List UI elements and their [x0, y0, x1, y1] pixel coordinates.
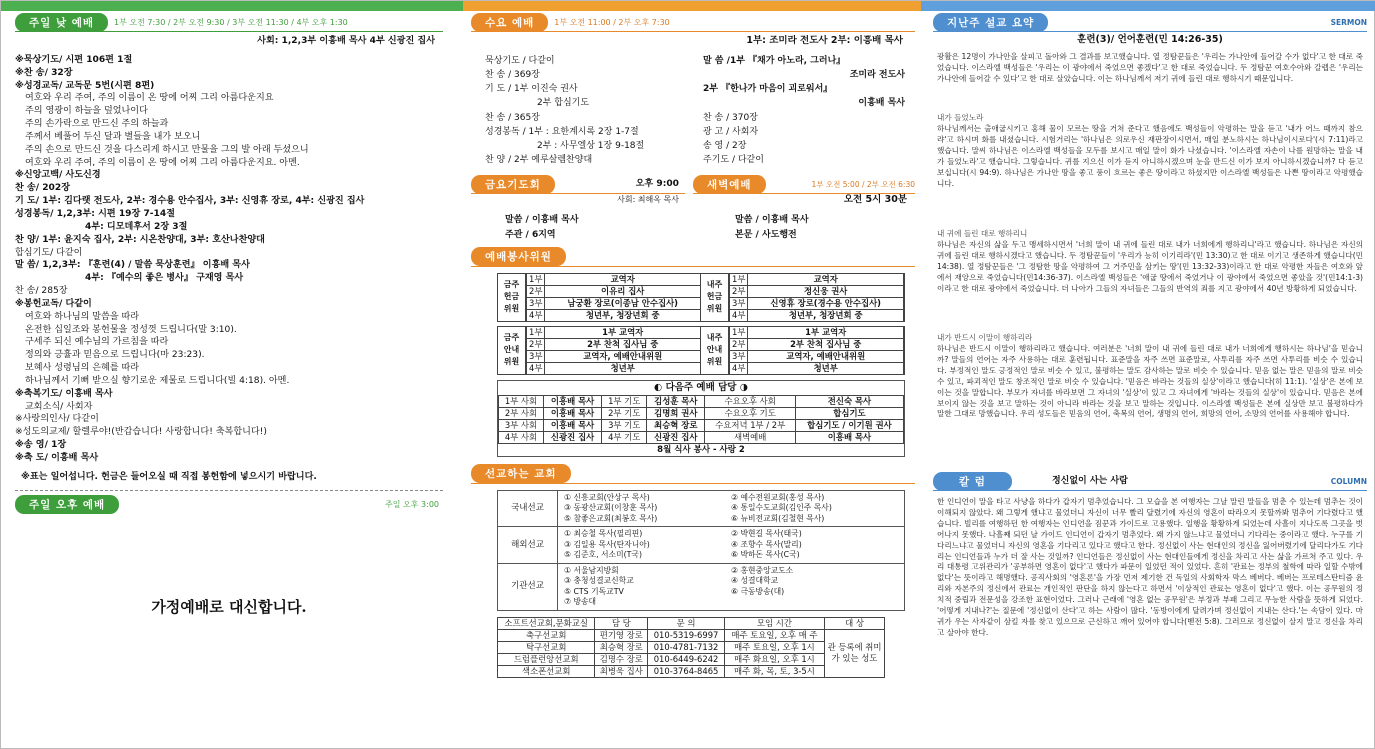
volunteer-name: 2부 찬척 집사님 중 — [545, 338, 701, 350]
sunday-afternoon-time: 주일 오후 3:00 — [385, 499, 439, 509]
green-stripe — [1, 1, 463, 11]
wednesday-right-line: 광 고 / 사회자 — [703, 126, 759, 137]
volunteer-name: 신영휴 장로(경수용 안수집사) — [748, 297, 904, 309]
mission-item: ⑤ 참좋은교회(최봉호 목사) — [564, 513, 658, 523]
dawn-time: 1부 오전 5:00 / 2부 오전 6:30 — [811, 179, 915, 189]
mission-item: ① 최승철 목사(필리핀) — [564, 529, 643, 539]
mission-item: ③ 김일용 목사(탄자니아) — [564, 539, 650, 549]
volunteers-header — [471, 248, 915, 267]
next-week-table — [498, 395, 904, 444]
volunteer-part: 3부 — [527, 350, 545, 362]
sermon-title: 지난주 설교 요약 — [933, 13, 1048, 32]
sunday-morning-header — [15, 13, 443, 32]
mission-items — [558, 564, 904, 610]
mission-item: ⑦ 방송대 — [564, 597, 597, 607]
mission-item: ⑥ 극동방송(대) — [731, 586, 785, 596]
mission-item: ② 홍현중앙교도소 — [731, 565, 794, 575]
volunteer-label: 내주 헌금 위원 — [701, 274, 729, 321]
next-week-cell: 합심기도 — [795, 407, 903, 419]
offering-notice: ※표는 일어섭니다. 헌금은 들어오실 때 직접 봉헌함에 넣으시기 바랍니다. — [21, 471, 317, 482]
mission-table-cell: 색소폰선교회 — [498, 665, 595, 677]
wednesday-title: 수요 예배 — [471, 13, 548, 32]
dawn-line: 말씀 / 이흥배 목사 — [735, 215, 809, 226]
mission-target: 관 등록에 취미가 있는 성도 — [825, 629, 885, 677]
worship-line: 찬 송/ 285장 — [15, 286, 68, 297]
volunteer-part: 1부 — [527, 326, 545, 338]
volunteer-name: 교역자 — [748, 273, 904, 285]
volunteer-part: 3부 — [730, 350, 748, 362]
next-week-cell: 최승혁 장로 — [647, 419, 705, 431]
volunteer-part: 1부 — [730, 326, 748, 338]
friday-section — [471, 175, 685, 241]
worship-line: 보혜사 성령님의 은혜를 따라 — [25, 363, 140, 374]
orange-stripe — [463, 1, 921, 11]
mission-table-header: 소프트선교회,문화교실 — [498, 617, 595, 629]
next-week-cell: 합심기도 / 이기원 권사 — [795, 419, 903, 431]
worship-line: 주의 손가락으로 만드신 주의 하늘과 — [25, 119, 169, 130]
mission-items — [558, 527, 904, 563]
worship-line: 말 씀/ 1,2,3부: 『훈련(4) / 말씀 묵상훈련』 이흥배 목사 — [15, 260, 250, 271]
volunteer-row — [497, 326, 905, 375]
worship-line: 합심기도/ 다같이 — [15, 247, 83, 258]
mission-table-cell: 010-6449-6242 — [648, 653, 725, 665]
sunday-morning-times: 1부 오전 7:30 / 2부 오전 9:30 / 3부 오전 11:30 / 4부 오후 1:30 — [114, 17, 348, 27]
wednesday-left-line: 찬 송 / 365장 — [485, 112, 540, 123]
next-week-cell: 수요오후 사회 — [705, 395, 795, 407]
volunteer-name: 교역자, 예배안내위원 — [545, 350, 701, 362]
sermon-paragraph: 광활은 12명이 가나안을 살피고 돌아와 그 결과를 보고했습니다. 열 정탐꾼들은 '우리는 가나안에 들어갈 수가 없다'고 한 대로 죽었습니다. 이스라엘 백성들은 '우리는 이 광야에서 죽었으면 좋겠다'고 한 대로 죽었습니다. 두 정탐꾼 여호수아와 갈렙은 '우리는 가나안에 들어갈 수 있다'고 한 대로 살았습니다. 이는 하나님께서 저기 귀에 들린 대로 행하시기 때문입니다. — [937, 52, 1363, 83]
weekday-column — [471, 13, 915, 742]
worship-line: 정의와 긍휼과 믿음으로 드립니다(마 23:23). — [25, 350, 205, 361]
mission-table-header: 문 의 — [648, 617, 725, 629]
mission-table-header: 담 당 — [595, 617, 648, 629]
next-week-cell: 이흥배 목사 — [795, 431, 903, 443]
worship-line: ※묵상기도/ 시편 106편 1절 — [15, 54, 133, 65]
volunteer-part: 2부 — [730, 285, 748, 297]
volunteer-label: 금주 헌금 위원 — [498, 274, 526, 321]
mission-table-cell: 드럼플런앙선교회 — [498, 653, 595, 665]
worship-line: 기 도/ 1부: 김다랫 전도사, 2부: 경수용 안수집사, 3부: 신영휴 장로, 4부: 신광진 집사 — [15, 196, 365, 207]
next-week-footer: 8월 식사 봉사 - 사랑 2 — [657, 444, 745, 455]
mission-table-cell: 김명수 장로 — [595, 653, 648, 665]
divider — [15, 490, 443, 491]
wednesday-order — [471, 54, 915, 168]
volunteer-part: 4부 — [730, 309, 748, 321]
volunteer-name: 이유리 집사 — [545, 285, 701, 297]
volunteer-table — [526, 326, 701, 375]
mission-group — [498, 527, 904, 564]
worship-line: 주의 영광이 하늘을 덮었나이다 — [25, 106, 148, 117]
next-week-cell: 신광진 집사 — [543, 431, 601, 443]
wednesday-right-line: 말 씀 /1부 『채가 아노라, 그러나』 — [703, 55, 846, 66]
worship-line: ※축 도/ 이흥배 목사 — [15, 453, 99, 463]
volunteer-name: 2부 찬척 집사님 중 — [748, 338, 904, 350]
worship-line: 하나님께서 기뻐 받으실 향기로운 제물로 드립니다(빌 4:18). 아멘. — [25, 375, 290, 386]
worship-line: 주께서 베풀어 두신 달과 별들을 내가 보오니 — [25, 131, 201, 142]
sermon-tag: SERMON — [1330, 17, 1367, 27]
wednesday-left-line: 기 도 / 1부 이진숙 권사 — [485, 84, 578, 95]
worship-line: ※성도의교제/ 할렐루야!(반갑습니다! 사랑합니다! 축복합니다!) — [15, 427, 267, 438]
next-week-cell: 김명희 권사 — [647, 407, 705, 419]
wednesday-right-line: 2부 『한나가 마음이 괴로워서』 — [703, 84, 833, 95]
mission-item: ⑥ 박하돈 목사(C국) — [731, 550, 800, 560]
sermon-header — [933, 13, 1367, 32]
mission-table-cell: 편기영 장로 — [595, 629, 648, 641]
dawn-time-2: 오전 5시 30분 — [843, 194, 907, 206]
volunteer-name: 청년부 — [748, 362, 904, 374]
next-week-cell: 2부 사회 — [499, 407, 544, 419]
next-week-cell: 4부 사회 — [499, 431, 544, 443]
sunday-morning-presider: 사회: 1,2,3부 이흥배 목사 4부 신광진 집사 — [257, 36, 435, 46]
worship-line: 여호와 우리 주여, 주의 이름이 온 땅에 어찌 그리 아름다운지요. 아멘. — [25, 157, 300, 168]
volunteer-part: 4부 — [730, 362, 748, 374]
next-week-cell: 이흥배 목사 — [543, 407, 601, 419]
worship-line: 4부: 『예수의 좋은 병사』 구재영 목사 — [85, 273, 244, 284]
mission-item: ③ 동광산교회(이창훈 목사) — [564, 503, 658, 513]
volunteer-name: 교역자, 예배안내위원 — [748, 350, 904, 362]
next-week-cell: 새벽예배 — [705, 431, 795, 443]
column-header — [933, 472, 1367, 491]
next-week-box — [497, 380, 905, 457]
sermon-subheading: 내가 반드시 이말이 행하리라 — [937, 333, 1033, 342]
volunteer-name: 청년부 — [545, 362, 701, 374]
next-week-cell: 1부 사회 — [499, 395, 544, 407]
worship-line: ※찬 송/ 32장 — [15, 67, 73, 78]
mission-item: ④ 성결대학교 — [731, 576, 779, 586]
wednesday-right-line: 찬 송 / 370장 — [703, 112, 758, 123]
sunday-morning-title: 주일 낮 예배 — [15, 13, 108, 32]
worship-line: 여호와 하나님의 말씀을 따라 — [25, 311, 140, 322]
wednesday-left-line: 성경봉독 / 1부 : 요한계시록 2장 1-7절 — [485, 126, 639, 137]
worship-line: 온전한 십일조와 봉헌물을 정성껏 드립니다(말 3:10). — [25, 324, 237, 335]
worship-line: ※성경교독/ 교독문 5번(시편 8편) — [15, 80, 155, 91]
sermon-paragraph: 하나님은 반드시 이말이 행하리라고 했습니다. 여러분은 '너희 말이 내 귀에 들린 대로 내가 너희에게 행하시는 하나님'을 믿습니까? 말들의 언어는 자주 사용하는 대로 훈련됩니다. 표준말을 자주 쓰면 표준말로, 사투리를 자주 쓰면 사투리를 비슷 수 있습니다. 부정적인 말도 긍정적인 말로 비슷 수 있고, 불평하는 말도 감사하는 말로 비슷 수 있습니다. 믿음 없는 말은 믿음의 말로 비슷 수 있고, 파괴적인 말도 창조적인 말로 비슷 수 있습니다. '믿음은 바라는 것들의 실상'이라고 했습니다(히 11:1). '실상'은 본에 보이는 것을 말합니다. 부모가 자녀를 바라보면 그 자녀의 '실상'이 있고 그 자녀에게 '바라는 것들의 실상'이 있습니다. 믿음은 본에 보이지 않는 것을 보고 말하는 것이 아니라 바라는 것을 보고 말하는 것입니다. 이스라엘 백성들은 본에 실상만 보고 불평하다가 말한 그대로 망했습니다. 우리 성도들은 믿음의 언어, 축복의 언어, 생명의 언어, 희망의 언어, 소망의 언어를 사용해야 합니다. — [937, 344, 1363, 419]
mission-items — [558, 491, 904, 527]
next-week-cell: 3부 기도 — [602, 419, 647, 431]
wednesday-left-line: 찬 양 / 2부 예루살렘찬양대 — [485, 155, 593, 166]
friday-presider: 사회: 최해옥 목사 — [617, 195, 679, 205]
sermon-paragraph: 하나님께서는 출애굽시키고 홍해 물이 모르는 땅을 거쳐 준다고 했음에도 백성들이 악평하는 말을 듣고 '내가 어느 때까지 참으랴'고 하시며 화를 내셨습니다. 시험거리는 '하나님은 의로우신 재판장이시면서, 매일 분노하시는 하나님이시로다'(시 7:11)라고 했습니다. 말씨 하나님은 이스라엘 백성들을 모두를 보시고 매일 말이 화가 나셨습니다. '이스라엘 자손이 나를 원망하는 말을 내가 들었노라'고 했습니다. 그렇습니다. 귀를 지으신 이가 듣지 아니하시겠으며 눈을 만드신 이가 보지 아니하시겠습니까? 다 듣고 보십니다(시 94:9). 하나님은 가나안 땅을 좋고 풍이 흐르는 좋은 땅이라고 하셨지만 이스라엘 백성들은 나쁜 땅이라고 악평했습니다. — [937, 124, 1363, 188]
sermon-column — [933, 13, 1367, 742]
mission-item: ② 예수전원교회(홍성 목사) — [731, 492, 825, 502]
mission-table-cell: 010-4781-7132 — [648, 641, 725, 653]
friday-line: 말씀 / 이흥배 목사 — [505, 215, 579, 226]
mission-group-label: 국내선교 — [498, 491, 558, 527]
sunday-column — [15, 13, 443, 742]
next-week-cell: 2부 기도 — [602, 407, 647, 419]
mission-item: ⑥ 뉴비전교회(김철현 목사) — [731, 513, 825, 523]
mission-table-cell: 탁구선교회 — [498, 641, 595, 653]
sunday-afternoon-title: 주일 오후 예배 — [15, 495, 119, 514]
mission-item: ② 박현길 목사(태국) — [731, 529, 802, 539]
sermon-subheading: 내 귀에 들린 대로 행하리니 — [937, 229, 1028, 238]
mission-table-cell: 매주 토요일, 오후 매 주 — [724, 629, 824, 641]
mission-table-cell: 010-3764-8465 — [648, 665, 725, 677]
sunday-afternoon-message: 가정예배로 대신합니다. — [151, 597, 307, 616]
sermon-heading: 훈련(3)/ 언어훈련(민 14:26-35) — [1077, 34, 1223, 45]
wednesday-header — [471, 13, 915, 32]
mission-table-header: 대 상 — [825, 617, 885, 629]
volunteer-part: 4부 — [527, 362, 545, 374]
friday-line: 주관 / 6지역 — [505, 229, 556, 240]
next-week-cell: 신광진 집사 — [647, 431, 705, 443]
volunteer-table — [729, 273, 904, 322]
mission-group — [498, 564, 904, 610]
column-body: 한 인디언이 말을 타고 사냥을 하다가 갑자기 멈추었습니다. 그 모습을 본 여행자는 그날 말린 말들을 멈춘 수 있는데 멈추는 것이 이해되지 않았다. 왜 그렇게 했냐고 물었더니 자신이 너무 빨리 달렸기에 자신의 영혼이 따라오지 못할까봐 멈추어 기다렸다고 했습니다. 빌리를 여행하던 한 여행자는 인디언을 짐꾼과 가이드로 고용했다. 일행을 황황하게 되었는데 사흘이 지나도록 그곳을 벗어나지 못했다. 나흘째 되던 날 가이드 인디언이 갑자기 멈추었다. 왜 가지 않느냐고 물었더니 기다리는 중이라고 했다. 누구를 기다리느냐고 물었더니 자신의 영혼을 기다리고 있다고 했다고 한다. 정신없이 사는 현대인의 정신을 잃어버렸기에 달리다가도 기다리는 인디언들과 누가 더 잘 사는 것일까? 인디언들은 정신없이 사는 현대인들에게 정신을 차리고 사는 삶을 가르쳐 주고 있다. 우리 대통령 고위관리가 '공부하면 영혼이 없다'고 했다가 파문이 일었던 적이 있었다. 흔히 '관료는 정부의 철학에 따라 일할 수밖에 없다'는 뜻이라고 해명했다. 공직사회의 '영혼론'을 가장 먼저 제기한 건 독일의 사회학자 막스 베버다. 베버는 프로테스탄티즘 윤리와 자본주의 정신에서 관료는 개인적인 판단을 하지 않는다고 하면서 '이상적인 관료는 영혼이 없다'고 했다. 이는 공무원의 정치적 중립과 전문성을 강조한 표현이었다. 그러나 근래에 '영혼 없는 공무원'은 부정과 부패 그리고 무능한 사람을 뜻하게 되었다. '어떻게 지내나?'는 질문에 '정신없이 산다'고 하는 사람이 많다. '동방이에게 달려가며 정신없이 지내는 산다.'는 속담이 있다. 마귀가 우는 사자같이 삼킬 자를 찾고 있으므로 근신하고 깨어 있어야 합니다(벧전 5:8). 그러므로 정신없이 살지 말고 정신을 차리고 살아야 한다. — [937, 497, 1363, 637]
mission-item: ④ 통일수도교회(김인주 목사) — [731, 503, 832, 513]
next-week-cell: 수요오후 기도 — [705, 407, 795, 419]
friday-dawn-row — [471, 175, 915, 241]
mission-item: ⑤ CTS 기독교TV — [564, 586, 624, 596]
volunteer-name: 1부 교역자 — [748, 326, 904, 338]
next-week-cell: 4부 기도 — [602, 431, 647, 443]
volunteer-name: 청년부, 청장년회 중 — [748, 309, 904, 321]
mission-group-label: 기관선교 — [498, 564, 558, 610]
wednesday-order-right — [703, 54, 915, 168]
wednesday-time: 1부 오전 11:00 / 2부 오후 7:30 — [554, 17, 670, 27]
dawn-header — [693, 175, 915, 194]
volunteer-table — [526, 273, 701, 322]
worship-line: ※신앙고백/ 사도신경 — [15, 170, 101, 181]
volunteers-tables — [471, 273, 915, 375]
order-of-worship — [15, 54, 443, 465]
volunteer-part: 2부 — [527, 285, 545, 297]
sermon-subheading: 내가 들었노라 — [937, 113, 984, 122]
volunteer-part: 3부 — [527, 297, 545, 309]
mission-table-cell: 최병욱 집사 — [595, 665, 648, 677]
column-title: 칼 럼 — [933, 472, 1012, 491]
blue-stripe — [921, 1, 1375, 11]
friday-time: 오후 9:00 — [635, 179, 679, 190]
volunteer-name: 남궁환 장로(이종남 안수집사) — [545, 297, 701, 309]
mission-table-cell: 매주 화요일, 오후 1시 — [724, 653, 824, 665]
worship-line: 4부: 디모데후서 2장 3절 — [85, 221, 188, 232]
worship-line: 주의 손으로 만드신 것을 다스리게 하시고 만물을 그의 발 아래 두셨으니 — [25, 144, 309, 155]
volunteer-part: 2부 — [527, 338, 545, 350]
worship-line: 찬 송/ 202장 — [15, 183, 70, 194]
next-week-cell: 3부 사회 — [499, 419, 544, 431]
mission-item: ④ 조향수 목사(말리) — [731, 539, 802, 549]
sermon-paragraph: 하나님은 자신의 삶을 두고 맹세하시면서 '너희 말이 내 귀에 들린 대로 내가 너희에게 행하리니'라고 했습니다. 하나님은 자신의 귀에 들린 대로 행하시겠다고 했습니다. 두 정탐꾼들이 '우리가 능히 이기리라'(민 13:30)고 한 대로 이기고 생존하게 했습니다(민 14:38). 열 정탐꾼들은 '그 정탐한 땅을 악평하여 그 거주민을 삼키는 땅'(민 13:32-33)이라고 한 대로 악평한 자들은 여호와 앞에서 재앙으로 죽었습니다(민14:36-37). 이스라엘 백성들은 '애굽 땅에서 죽었거나 이 광야에서 죽었으면 좋았을 것'(민14:1-3)이라고 한 대로 광야에서 죽었습니다. 더 나아가 그들의 자녀들은 그들의 반역의 죄를 지고 광야에서 40년 방황하게 되었습니다. — [937, 240, 1363, 293]
sunday-afternoon-header — [15, 495, 443, 514]
wednesday-left-line: 2부 : 사무엘상 1장 9-18절 — [537, 141, 645, 152]
mission-groups — [497, 490, 905, 611]
next-week-title: ◐ 다음주 예배 담당 ◑ — [653, 381, 749, 393]
volunteer-label: 금주 안내 위원 — [498, 327, 526, 374]
volunteer-part: 3부 — [730, 297, 748, 309]
worship-line: 구세주 되신 예수님의 가르침을 따라 — [25, 337, 169, 348]
volunteer-name: 1부 교역자 — [545, 326, 701, 338]
volunteer-part: 1부 — [730, 273, 748, 285]
worship-line: ※송 영/ 1장 — [15, 440, 67, 451]
wednesday-left-line: 찬 송 / 369장 — [485, 70, 540, 81]
column-heading: 정신없이 사는 사람 — [1051, 475, 1128, 486]
mission-table-cell: 최승혁 장로 — [595, 641, 648, 653]
wednesday-order-left — [485, 54, 697, 168]
worship-line: 교회소식/ 사회자 — [25, 401, 93, 412]
dawn-section — [693, 175, 915, 241]
column-tag: COLUMN — [1330, 476, 1367, 486]
next-week-cell: 전신숙 목사 — [795, 395, 903, 407]
dawn-line: 본문 / 사도행전 — [735, 229, 797, 240]
worship-line: 찬 양/ 1부: 윤지숙 집사, 2부: 시온찬양대, 3부: 호산나찬양대 — [15, 234, 265, 245]
worship-line: 성경봉독/ 1,2,3부: 시편 19장 7-14절 — [15, 208, 175, 219]
volunteer-part: 4부 — [527, 309, 545, 321]
worship-line: 여호와 우리 주여, 주의 이름이 온 땅에 어찌 그리 아름다운지요 — [25, 93, 274, 104]
dawn-title: 새벽예배 — [693, 175, 766, 194]
friday-header — [471, 175, 685, 194]
volunteer-label: 내주 안내 위원 — [701, 327, 729, 374]
worship-line: ※사랑의인사/ 다같이 — [15, 414, 99, 425]
volunteer-name: 교역자 — [545, 273, 701, 285]
friday-title: 금요기도회 — [471, 175, 555, 194]
volunteer-name: 정신웅 권사 — [748, 285, 904, 297]
mission-item: ① 서울남지방회 — [564, 565, 619, 575]
volunteers-title: 예배봉사위원 — [471, 247, 566, 266]
mission-table-cell: 축구선교회 — [498, 629, 595, 641]
volunteer-name: 청년부, 청장년회 중 — [545, 309, 701, 321]
mission-item: ③ 충청성결교신학교 — [564, 576, 634, 586]
next-week-cell: 이흥배 목사 — [543, 395, 601, 407]
wednesday-right-line: 송 영 / 2장 — [703, 141, 747, 152]
mission-group — [498, 491, 904, 528]
mission-table — [497, 617, 885, 678]
volunteer-part: 1부 — [527, 273, 545, 285]
missions-header — [471, 465, 915, 484]
next-week-cell: 1부 기도 — [602, 395, 647, 407]
wednesday-right-line: 주기도 / 다같이 — [703, 155, 764, 166]
worship-line: ※축복기도/ 이흥배 목사 — [15, 388, 113, 399]
next-week-cell: 김성훈 목사 — [647, 395, 705, 407]
wednesday-right-line: 이흥배 목사 — [858, 98, 905, 109]
mission-table-cell: 010-5319-6997 — [648, 629, 725, 641]
worship-line: ※봉헌교독/ 다같이 — [15, 298, 92, 309]
wednesday-left-line: 묵상기도 / 다같이 — [485, 55, 555, 66]
wednesday-presider: 1부: 조미라 전도사 2부: 이흥배 목사 — [746, 35, 903, 46]
volunteer-table — [729, 326, 904, 375]
missions-title: 선교하는 교회 — [471, 464, 571, 483]
volunteer-part: 2부 — [730, 338, 748, 350]
mission-item: ⑤ 김준호, 서소미(T국) — [564, 550, 642, 560]
mission-group-label: 해외선교 — [498, 527, 558, 563]
wednesday-right-line: 조미라 전도사 — [849, 70, 905, 81]
mission-table-cell: 매주 화, 목, 토, 3-5시 — [724, 665, 824, 677]
volunteer-row — [497, 273, 905, 322]
next-week-cell: 이흥배 목사 — [543, 419, 601, 431]
mission-table-cell: 매주 토요일, 오후 1시 — [724, 641, 824, 653]
wednesday-left-line: 2부 합심기도 — [537, 98, 590, 109]
mission-table-header: 모임 시간 — [724, 617, 824, 629]
mission-item: ① 신흥교회(안상구 목사) — [564, 492, 650, 502]
next-week-cell: 수요저녁 1부 / 2부 — [705, 419, 795, 431]
